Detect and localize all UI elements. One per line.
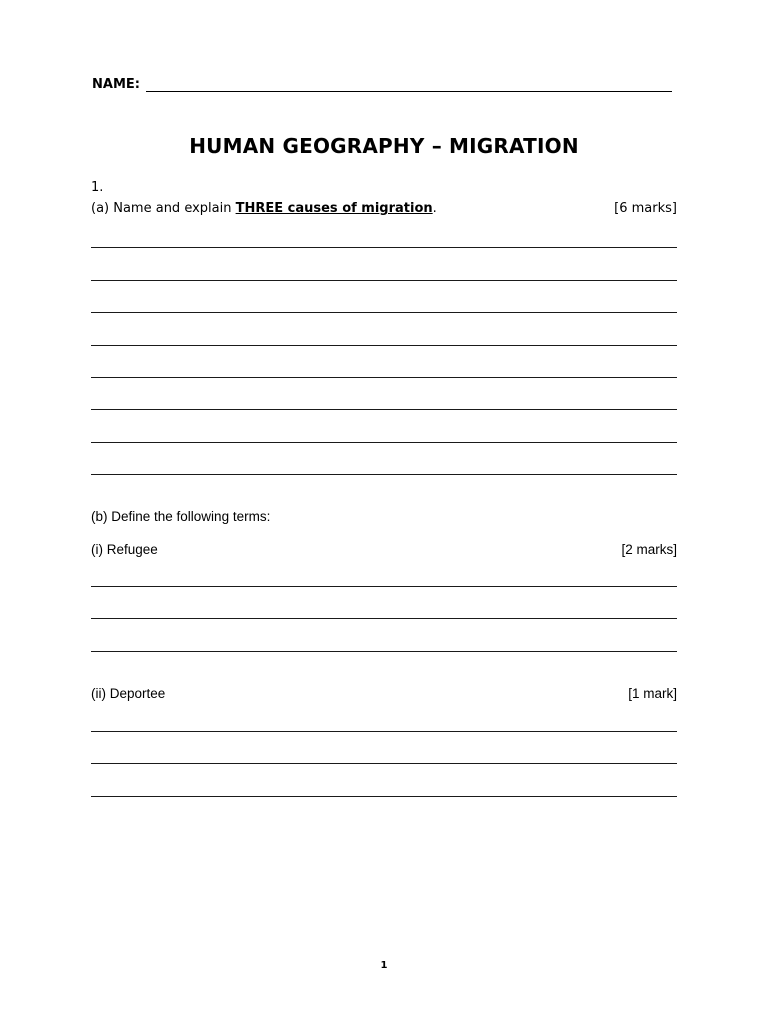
question-a-text: (a) Name and explain THREE causes of migration.: [91, 201, 437, 216]
answer-line[interactable]: [91, 796, 677, 797]
question-number: 1.: [91, 180, 104, 195]
answer-line[interactable]: [91, 442, 677, 443]
question-b-ii-marks: [1 mark]: [628, 686, 677, 701]
answer-line[interactable]: [91, 586, 677, 587]
answer-line[interactable]: [91, 731, 677, 732]
answer-line[interactable]: [91, 763, 677, 764]
answer-line[interactable]: [91, 474, 677, 475]
question-b-ii: [91, 686, 677, 701]
question-b-intro: [91, 509, 677, 524]
question-a-marks: [6 marks]: [614, 201, 677, 216]
question-a-emphasis: THREE causes of migration: [235, 201, 433, 216]
answer-line[interactable]: [91, 377, 677, 378]
answer-line[interactable]: [91, 345, 677, 346]
answer-line[interactable]: [91, 409, 677, 410]
answer-line[interactable]: [91, 618, 677, 619]
name-input-line[interactable]: [146, 79, 672, 92]
question-b-ii-label: (ii) Deportee: [91, 686, 166, 701]
name-label: NAME:: [92, 77, 140, 92]
name-field-row: [92, 72, 672, 92]
question-b-i-marks: [2 marks]: [621, 542, 677, 557]
page-number: 1: [380, 960, 388, 971]
question-b-i-label: (i) Refugee: [91, 542, 158, 557]
page-title: HUMAN GEOGRAPHY – MIGRATION: [189, 134, 579, 158]
answer-line[interactable]: [91, 247, 677, 248]
answer-line[interactable]: [91, 312, 677, 313]
question-b-i: [91, 542, 677, 557]
answer-line[interactable]: [91, 651, 677, 652]
question-a: [91, 201, 677, 216]
question-b-intro-text: (b) Define the following terms:: [91, 509, 271, 524]
answer-line[interactable]: [91, 280, 677, 281]
